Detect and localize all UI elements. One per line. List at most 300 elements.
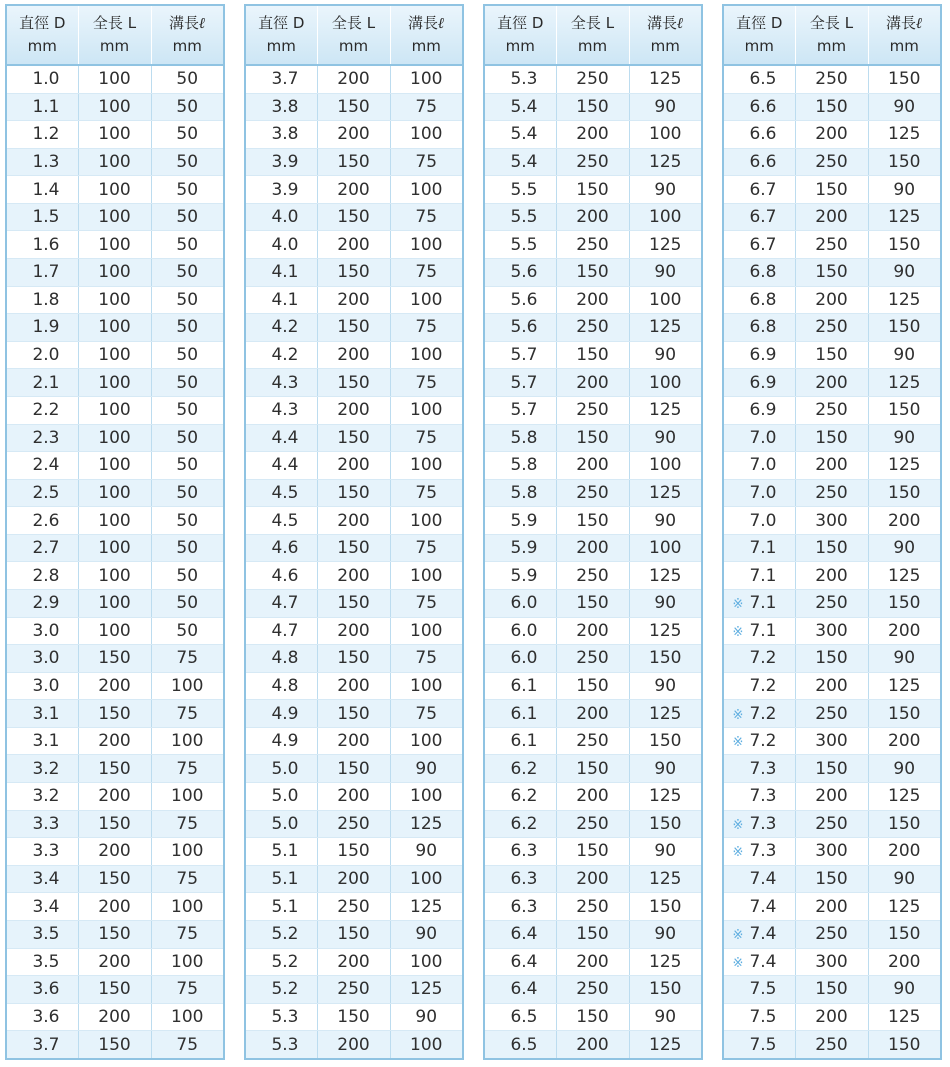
- cell-total-length: [78, 645, 151, 673]
- cell-value: 90: [654, 758, 677, 779]
- cell-flute-length: [629, 341, 702, 369]
- cell-diameter: [245, 893, 317, 921]
- cell-diameter: [6, 810, 78, 838]
- cell-flute-length: [151, 617, 224, 645]
- cell-flute-length: [390, 176, 463, 204]
- cell-flute-length: [868, 479, 941, 507]
- cell-value: 250: [337, 813, 370, 834]
- cell-diameter: [723, 810, 795, 838]
- cell-value: 200: [337, 869, 370, 890]
- cell-total-length: [78, 810, 151, 838]
- cell-diameter: [6, 589, 78, 617]
- cell-flute-length: [151, 948, 224, 976]
- cell-value: 90: [893, 758, 916, 779]
- cell-value: 200: [98, 731, 131, 752]
- cell-total-length: [795, 203, 868, 231]
- cell-flute-length: [868, 148, 941, 176]
- table-row: [6, 700, 224, 728]
- cell-value: 5.5: [510, 207, 538, 228]
- cell-value: 300: [815, 510, 848, 531]
- cell-total-length: [78, 617, 151, 645]
- cell-value: 50: [176, 455, 199, 476]
- cell-diameter: [484, 452, 556, 480]
- cell-diameter: [723, 176, 795, 204]
- cell-value: 125: [888, 372, 921, 393]
- cell-flute-length: [868, 810, 941, 838]
- cell-total-length: [795, 783, 868, 811]
- cell-total-length: [795, 1003, 868, 1031]
- cell-diameter: [723, 838, 795, 866]
- cell-value: 3.8: [271, 124, 299, 145]
- cell-flute-length: [868, 865, 941, 893]
- cell-diameter: [484, 783, 556, 811]
- cell-value: 2.5: [32, 482, 60, 503]
- header-total-length: 全長 L mm: [556, 5, 629, 65]
- cell-value: 200: [337, 676, 370, 696]
- cell-flute-length: [629, 93, 702, 121]
- cell-value: 150: [98, 869, 131, 890]
- cell-value: 6.5: [749, 69, 777, 90]
- cell-value: 150: [98, 758, 131, 779]
- cell-total-length: [795, 893, 868, 921]
- cell-diameter: [484, 893, 556, 921]
- table-row: [245, 617, 463, 645]
- cell-diameter: [6, 259, 78, 287]
- cell-total-length: [556, 700, 629, 728]
- cell-total-length: [795, 727, 868, 755]
- cell-value: 125: [649, 234, 682, 255]
- cell-value: 100: [410, 345, 443, 366]
- cell-value: 125: [888, 289, 921, 310]
- table-row: [6, 479, 224, 507]
- cell-total-length: [317, 259, 390, 287]
- cell-flute-length: [868, 672, 941, 700]
- cell-flute-length: [151, 562, 224, 590]
- cell-diameter: [245, 920, 317, 948]
- cell-value: 90: [893, 427, 916, 448]
- cell-total-length: [317, 948, 390, 976]
- cell-value: 200: [576, 1034, 609, 1055]
- cell-flute-length: [629, 534, 702, 562]
- cell-value: 150: [649, 648, 682, 669]
- table-row: [723, 259, 941, 287]
- cell-value: 300: [815, 731, 848, 752]
- cell-total-length: [317, 148, 390, 176]
- cell-diameter: [245, 424, 317, 452]
- cell-diameter: [245, 93, 317, 121]
- table-row: [6, 231, 224, 259]
- table-row: [484, 259, 702, 287]
- cell-total-length: [556, 920, 629, 948]
- cell-total-length: [317, 314, 390, 342]
- cell-value: 5.0: [271, 786, 299, 807]
- cell-total-length: [78, 589, 151, 617]
- cell-flute-length: [629, 507, 702, 535]
- cell-flute-length: [868, 341, 941, 369]
- cell-total-length: [317, 203, 390, 231]
- note-mark: ※: [732, 955, 744, 971]
- cell-flute-length: [390, 783, 463, 811]
- cell-total-length: [795, 148, 868, 176]
- cell-total-length: [78, 948, 151, 976]
- cell-value: 6.9: [749, 400, 777, 421]
- table-row: [245, 865, 463, 893]
- cell-diameter: [245, 589, 317, 617]
- cell-value: 5.4: [510, 124, 538, 145]
- cell-diameter: [484, 562, 556, 590]
- table-row: [484, 452, 702, 480]
- cell-value: 6.8: [749, 289, 777, 310]
- cell-value: 4.3: [271, 400, 299, 421]
- cell-value: 200: [888, 951, 921, 972]
- table-row: [245, 369, 463, 397]
- cell-flute-length: [629, 314, 702, 342]
- cell-value: 75: [176, 758, 199, 779]
- cell-total-length: [317, 589, 390, 617]
- cell-value: 5.7: [510, 372, 538, 393]
- cell-value: 90: [654, 676, 677, 696]
- cell-value: 6.9: [749, 345, 777, 366]
- table-row: [6, 396, 224, 424]
- cell-flute-length: [868, 948, 941, 976]
- cell-total-length: [78, 314, 151, 342]
- cell-diameter: [6, 976, 78, 1004]
- cell-value: 50: [176, 510, 199, 531]
- table-row: [6, 976, 224, 1004]
- cell-value: 200: [815, 372, 848, 393]
- cell-total-length: [78, 65, 151, 93]
- cell-value: 125: [888, 455, 921, 476]
- table-row: [245, 534, 463, 562]
- cell-value: 200: [337, 620, 370, 641]
- cell-total-length: [78, 369, 151, 397]
- cell-diameter: [484, 507, 556, 535]
- cell-flute-length: [151, 121, 224, 149]
- cell-value: 6.6: [749, 96, 777, 117]
- table-row: [6, 259, 224, 287]
- table-row: [6, 893, 224, 921]
- cell-value: 150: [337, 427, 370, 448]
- table-row: [723, 369, 941, 397]
- cell-value: 150: [888, 400, 921, 421]
- cell-flute-length: [629, 893, 702, 921]
- cell-total-length: [556, 148, 629, 176]
- cell-value: 5.3: [510, 69, 538, 90]
- table-row: [245, 1031, 463, 1059]
- table-row: [6, 920, 224, 948]
- cell-value: 200: [98, 896, 131, 917]
- cell-flute-length: [629, 810, 702, 838]
- cell-flute-length: [390, 893, 463, 921]
- cell-value: 5.6: [510, 317, 538, 338]
- cell-diameter: [723, 562, 795, 590]
- table-row: [484, 176, 702, 204]
- cell-value: 150: [649, 896, 682, 917]
- cell-flute-length: [151, 783, 224, 811]
- cell-value: 250: [576, 648, 609, 669]
- cell-value: 3.7: [271, 69, 299, 90]
- table-row: [6, 645, 224, 673]
- cell-total-length: [78, 93, 151, 121]
- cell-diameter: [723, 672, 795, 700]
- cell-value: 2.3: [32, 427, 60, 448]
- cell-total-length: [556, 1003, 629, 1031]
- cell-value: 90: [893, 648, 916, 669]
- cell-diameter: [723, 452, 795, 480]
- cell-total-length: [556, 121, 629, 149]
- table-row: [6, 589, 224, 617]
- cell-diameter: [484, 231, 556, 259]
- cell-value: 5.5: [510, 234, 538, 255]
- cell-total-length: [556, 865, 629, 893]
- cell-value: 7.5: [749, 979, 777, 1000]
- cell-value: 100: [410, 69, 443, 90]
- table-row: [484, 534, 702, 562]
- cell-value: 250: [576, 482, 609, 503]
- table-row: [484, 286, 702, 314]
- cell-value: 5.1: [271, 896, 299, 917]
- cell-value: 2.2: [32, 400, 60, 421]
- cell-value: 5.2: [271, 951, 299, 972]
- cell-flute-length: [629, 755, 702, 783]
- table-row: [723, 148, 941, 176]
- table-row: [6, 176, 224, 204]
- cell-diameter: [723, 479, 795, 507]
- cell-value: 90: [654, 510, 677, 531]
- cell-diameter: [245, 672, 317, 700]
- table-row: [484, 341, 702, 369]
- cell-value: 150: [337, 593, 370, 614]
- cell-value: 100: [410, 234, 443, 255]
- table-row: [484, 562, 702, 590]
- cell-value: 200: [576, 620, 609, 641]
- cell-diameter: [484, 176, 556, 204]
- cell-value: 6.2: [510, 758, 538, 779]
- table-row: [484, 479, 702, 507]
- cell-flute-length: [151, 231, 224, 259]
- table-row: [484, 645, 702, 673]
- cell-total-length: [78, 755, 151, 783]
- cell-diameter: [6, 121, 78, 149]
- cell-value: 4.0: [271, 207, 299, 228]
- cell-flute-length: [868, 259, 941, 287]
- cell-total-length: [78, 479, 151, 507]
- table-row: [6, 1031, 224, 1059]
- cell-value: 3.8: [271, 96, 299, 117]
- table-row: [245, 507, 463, 535]
- cell-value: 90: [415, 1006, 438, 1027]
- table-row: [723, 534, 941, 562]
- cell-diameter: [245, 645, 317, 673]
- cell-diameter: [723, 148, 795, 176]
- cell-diameter: [245, 755, 317, 783]
- cell-total-length: [556, 507, 629, 535]
- cell-total-length: [556, 93, 629, 121]
- cell-diameter: [245, 231, 317, 259]
- cell-diameter: [723, 865, 795, 893]
- cell-value: 3.5: [32, 951, 60, 972]
- cell-value: 200: [888, 620, 921, 641]
- cell-value: 3.1: [32, 703, 60, 724]
- cell-value: 6.5: [510, 1006, 538, 1027]
- cell-value: 200: [337, 289, 370, 310]
- cell-total-length: [78, 893, 151, 921]
- cell-total-length: [795, 920, 868, 948]
- cell-value: 100: [98, 152, 131, 173]
- table-row: [723, 783, 941, 811]
- cell-value: 200: [815, 896, 848, 917]
- table-row: [723, 452, 941, 480]
- table-row: [6, 314, 224, 342]
- cell-value: 1.7: [32, 262, 60, 283]
- cell-value: 100: [98, 482, 131, 503]
- cell-value: 150: [576, 841, 609, 862]
- cell-value: 200: [98, 1006, 131, 1027]
- cell-value: 250: [576, 813, 609, 834]
- drill-table-1: [5, 4, 225, 1060]
- cell-flute-length: [629, 589, 702, 617]
- cell-value: 125: [649, 786, 682, 807]
- table-row: [6, 369, 224, 397]
- table-row: [245, 424, 463, 452]
- table-row: [6, 534, 224, 562]
- cell-value: 150: [576, 593, 609, 614]
- cell-value: 100: [98, 317, 131, 338]
- cell-value: 100: [649, 372, 682, 393]
- cell-value: 100: [98, 262, 131, 283]
- table-row: [723, 948, 941, 976]
- table-row: [245, 231, 463, 259]
- cell-flute-length: [151, 148, 224, 176]
- cell-value: 200: [337, 951, 370, 972]
- cell-value: 200: [576, 538, 609, 559]
- cell-diameter: [6, 617, 78, 645]
- cell-flute-length: [868, 534, 941, 562]
- cell-total-length: [556, 369, 629, 397]
- cell-total-length: [795, 314, 868, 342]
- cell-flute-length: [390, 369, 463, 397]
- cell-value: 3.0: [32, 676, 60, 696]
- cell-value: 200: [576, 869, 609, 890]
- table-row: [6, 424, 224, 452]
- note-mark: ※: [732, 817, 744, 833]
- cell-value: 150: [649, 979, 682, 1000]
- cell-total-length: [795, 121, 868, 149]
- cell-value: 6.1: [510, 703, 538, 724]
- table-row: [723, 589, 941, 617]
- table-row: [484, 920, 702, 948]
- cell-value: 1.6: [32, 234, 60, 255]
- cell-total-length: [78, 259, 151, 287]
- table-row: [484, 838, 702, 866]
- cell-diameter: [484, 203, 556, 231]
- cell-value: 150: [888, 234, 921, 255]
- cell-value: 150: [337, 96, 370, 117]
- cell-diameter: [484, 700, 556, 728]
- cell-flute-length: [868, 920, 941, 948]
- cell-value: 100: [410, 510, 443, 531]
- cell-flute-length: [151, 976, 224, 1004]
- cell-value: 200: [337, 786, 370, 807]
- table-row: [723, 865, 941, 893]
- table-row: [484, 755, 702, 783]
- cell-total-length: [556, 203, 629, 231]
- cell-value: 7.3: [749, 841, 777, 862]
- cell-total-length: [317, 121, 390, 149]
- cell-diameter: [6, 920, 78, 948]
- cell-total-length: [795, 396, 868, 424]
- cell-total-length: [795, 452, 868, 480]
- table-row: [723, 176, 941, 204]
- cell-value: 5.7: [510, 400, 538, 421]
- cell-value: 5.3: [271, 1006, 299, 1027]
- cell-value: 3.4: [32, 896, 60, 917]
- cell-flute-length: [390, 534, 463, 562]
- cell-value: 100: [410, 676, 443, 696]
- cell-total-length: [78, 286, 151, 314]
- cell-total-length: [556, 424, 629, 452]
- cell-flute-length: [151, 755, 224, 783]
- cell-flute-length: [151, 341, 224, 369]
- cell-value: 50: [176, 565, 199, 586]
- cell-diameter: [6, 645, 78, 673]
- cell-flute-length: [390, 424, 463, 452]
- cell-flute-length: [390, 148, 463, 176]
- cell-value: 300: [815, 620, 848, 641]
- cell-total-length: [317, 479, 390, 507]
- cell-value: 3.6: [32, 979, 60, 1000]
- cell-flute-length: [151, 314, 224, 342]
- cell-value: 200: [98, 841, 131, 862]
- cell-diameter: [245, 452, 317, 480]
- cell-diameter: [723, 589, 795, 617]
- header-diameter: 直徑 D mm: [6, 5, 78, 65]
- cell-diameter: [6, 672, 78, 700]
- cell-total-length: [78, 176, 151, 204]
- table-row: [245, 341, 463, 369]
- cell-value: 6.8: [749, 317, 777, 338]
- cell-diameter: [484, 920, 556, 948]
- cell-value: 150: [815, 979, 848, 1000]
- cell-value: 100: [171, 951, 204, 972]
- table-row: [723, 976, 941, 1004]
- cell-value: 90: [415, 841, 438, 862]
- table-row: [484, 314, 702, 342]
- cell-value: 1.5: [32, 207, 60, 228]
- cell-flute-length: [868, 700, 941, 728]
- cell-diameter: [6, 424, 78, 452]
- cell-value: 125: [410, 813, 443, 834]
- cell-value: 90: [893, 538, 916, 559]
- cell-value: 150: [98, 648, 131, 669]
- cell-flute-length: [390, 700, 463, 728]
- table-row: [6, 121, 224, 149]
- cell-diameter: [245, 507, 317, 535]
- cell-value: 100: [171, 896, 204, 917]
- cell-diameter: [723, 893, 795, 921]
- cell-diameter: [245, 286, 317, 314]
- cell-flute-length: [151, 479, 224, 507]
- note-mark: ※: [732, 624, 744, 640]
- cell-total-length: [556, 727, 629, 755]
- cell-value: 100: [171, 786, 204, 807]
- cell-value: 75: [176, 648, 199, 669]
- cell-value: 50: [176, 593, 199, 614]
- cell-value: 200: [888, 510, 921, 531]
- cell-value: 150: [576, 345, 609, 366]
- cell-flute-length: [629, 369, 702, 397]
- table-row: [484, 893, 702, 921]
